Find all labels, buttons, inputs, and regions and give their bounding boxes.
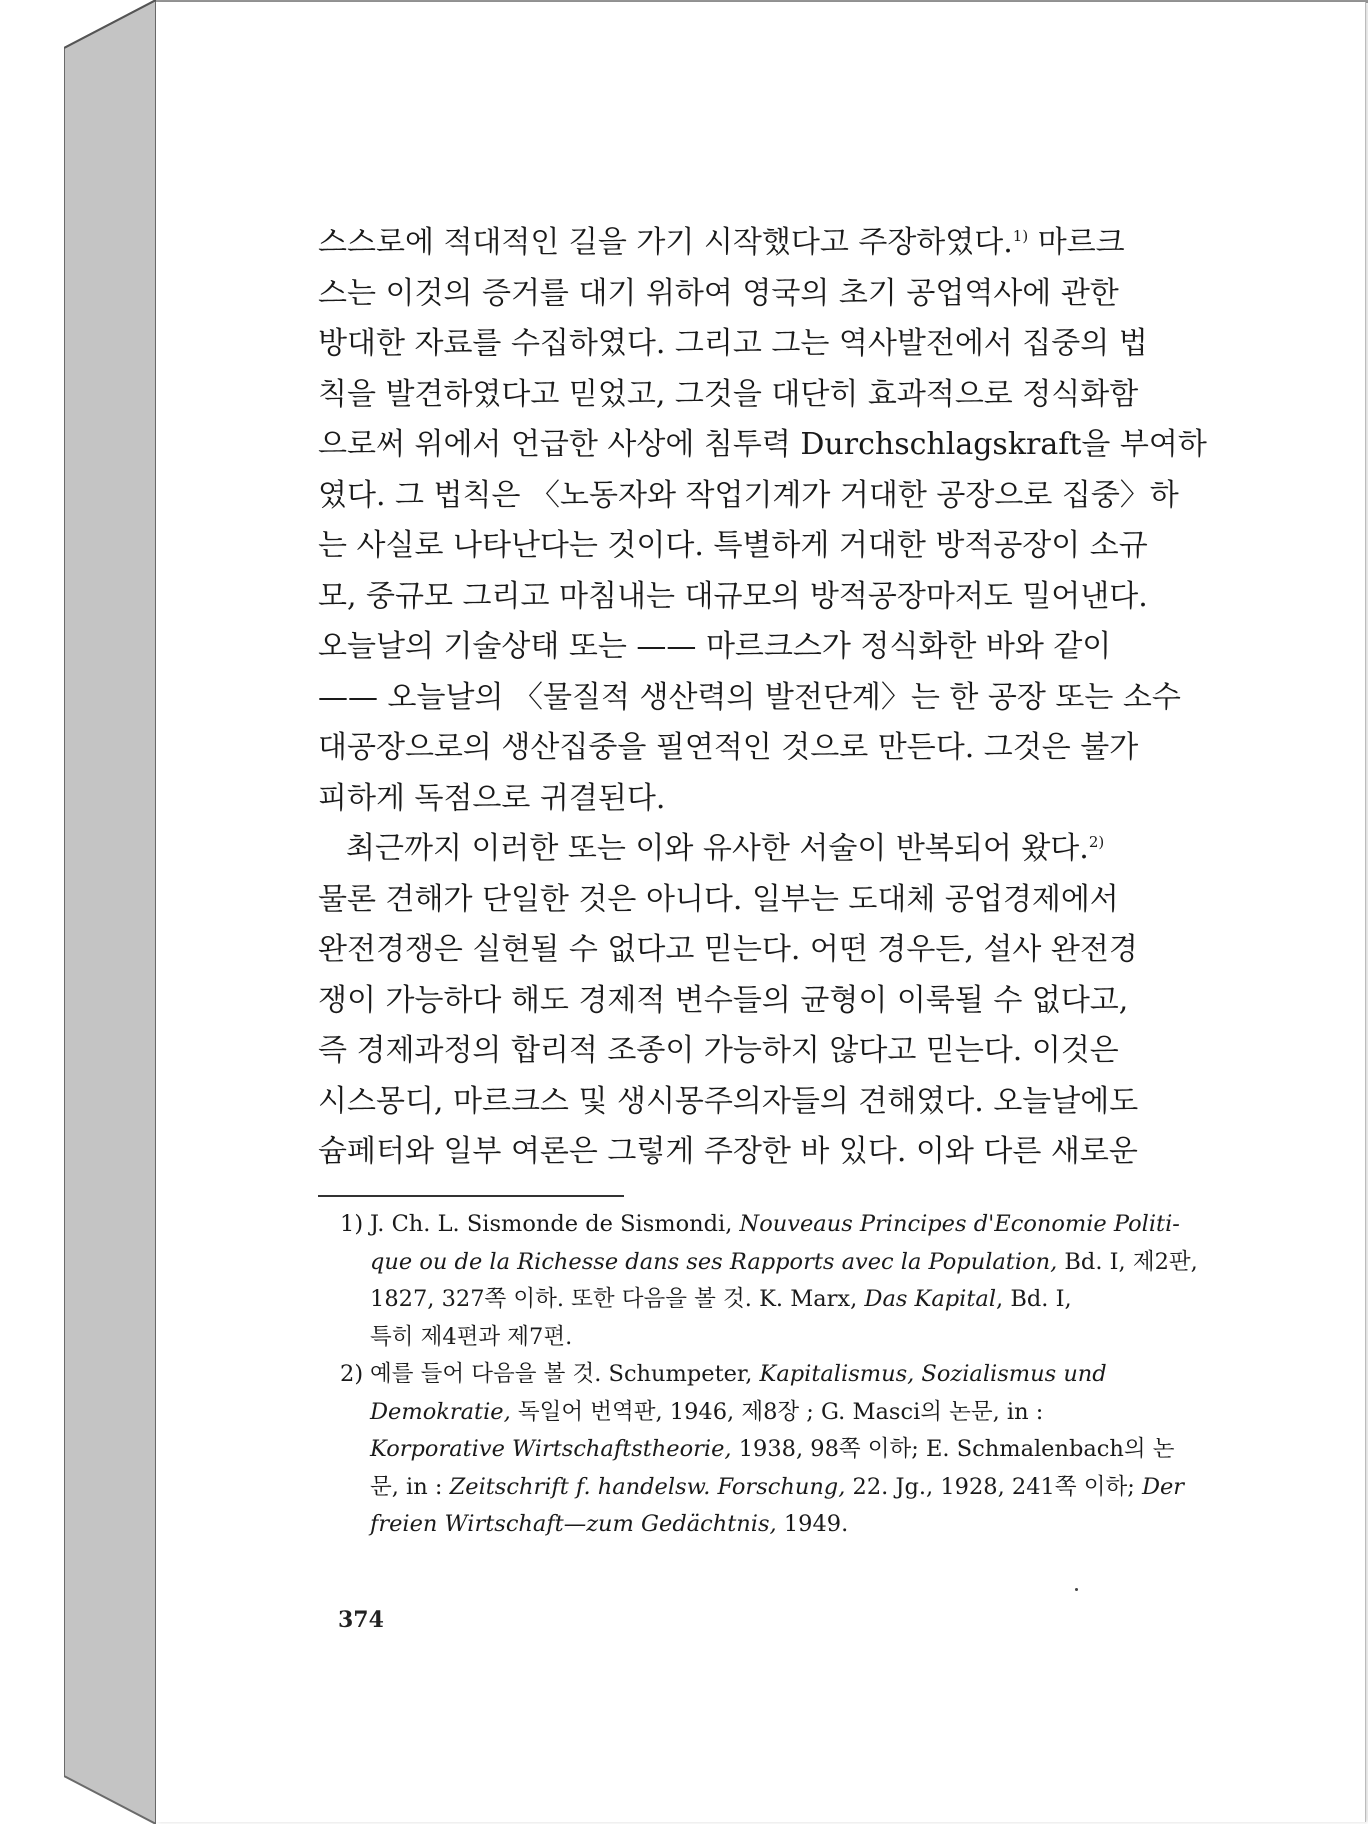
text-line: 방대한 자료를 수집하였다. 그리고 그는 역사발전에서 집중의 법 <box>318 326 1148 361</box>
text-line: 슘페터와 일부 여론은 그렇게 주장한 바 있다. 이와 다른 새로운 <box>318 1134 1138 1169</box>
footnote-ref-1: 1) <box>1012 227 1029 245</box>
body-text <box>318 218 1250 1178</box>
text-line: 으로써 위에서 언급한 사상에 침투력 Durchschlagskraft을 부여하 <box>318 427 1207 462</box>
footnotes <box>340 1206 1250 1544</box>
text-line: 피하게 독점으로 귀결된다. <box>318 780 666 816</box>
text-line: 는 사실로 나타난다는 것이다. 특별하게 거대한 방적공장이 소규 <box>318 528 1148 563</box>
footnote-number: 1) <box>340 1211 364 1237</box>
text-line: 모, 중규모 그리고 마침내는 대규모의 방적공장마저도 밀어낸다. <box>318 578 1148 614</box>
text-line: 오늘날의 기술상태 또는 —— 마르크스가 정식화한 바와 같이 <box>318 629 1112 664</box>
text-line: 스는 이것의 증거를 대기 위하여 영국의 초기 공업역사에 관한 <box>318 275 1119 311</box>
page-number: 374 <box>338 1607 384 1633</box>
print-speck <box>1075 1588 1078 1591</box>
text-line: 였다. 그 법칙은 〈노동자와 작업기계가 거대한 공장으로 집중〉하 <box>318 477 1179 513</box>
text-line: 완전경쟁은 실현될 수 없다고 믿는다. 어떤 경우든, 설사 완전경 <box>318 932 1138 967</box>
text-line: 쟁이 가능하다 해도 경제적 변수들의 균형이 이룩될 수 없다고, <box>318 982 1129 1018</box>
text-line: 대공장으로의 생산집중을 필연적인 것으로 만든다. 그것은 불가 <box>318 730 1139 765</box>
footnote-1: 1) J. Ch. L. Sismonde de Sismondi, Nouveaus Principes d'Economie Politi- que ou de la Richesse dans ses Rapports avec la Population, Bd. I, 제2판, 1827, 327쪽 이하. 또한 다음을 볼 것. K. Marx, Das Kapital, Bd. I, 특히 제4편과 제7편. <box>340 1206 1250 1356</box>
text-line: —— 오늘날의 〈물질적 생산력의 발전단계〉는 한 공장 또는 소수 <box>318 679 1181 715</box>
text-line: 물론 견해가 단일한 것은 아니다. 일부는 도대체 공업경제에서 <box>318 881 1119 917</box>
text-line: 시스몽디, 마르크스 및 생시몽주의자들의 견해였다. 오늘날에도 <box>318 1083 1139 1119</box>
footnote-divider <box>318 1195 624 1197</box>
book-spine <box>64 0 156 1824</box>
text-line: 칙을 발견하였다고 믿었고, 그것을 대단히 효과적으로 정식화함 <box>318 376 1139 412</box>
footnote-number: 2) <box>340 1361 364 1387</box>
text-line: 최근까지 이러한 또는 이와 유사한 서술이 반복되어 왔다.$^{2)}$ <box>346 831 1105 866</box>
footnote-ref-2: 2) <box>1088 833 1105 851</box>
text-line: 즉 경제과정의 합리적 조종이 가능하지 않다고 믿는다. 이것은 <box>318 1033 1119 1068</box>
footnote-2: 2) 예를 들어 다음을 볼 것. Schumpeter, Kapitalismus, Sozialismus und Demokratie, 독일어 번역판, 1946, 제8장 ; G. Masci의 논문, in : Korporative Wirtschaftstheorie, 1938, 98쪽 이하; E. Schmalenbach의 논 문, in : Zeitschrift f. handelsw. Forschung, 22. Jg., 1928, 241쪽 이하; Der freien Wirtschaft—zum Gedächtnis, 1949. <box>340 1356 1250 1544</box>
text-line: 스스로에 적대적인 길을 가기 시작했다고 주장하였다.$^{1)}$ 마르크 <box>318 225 1125 260</box>
